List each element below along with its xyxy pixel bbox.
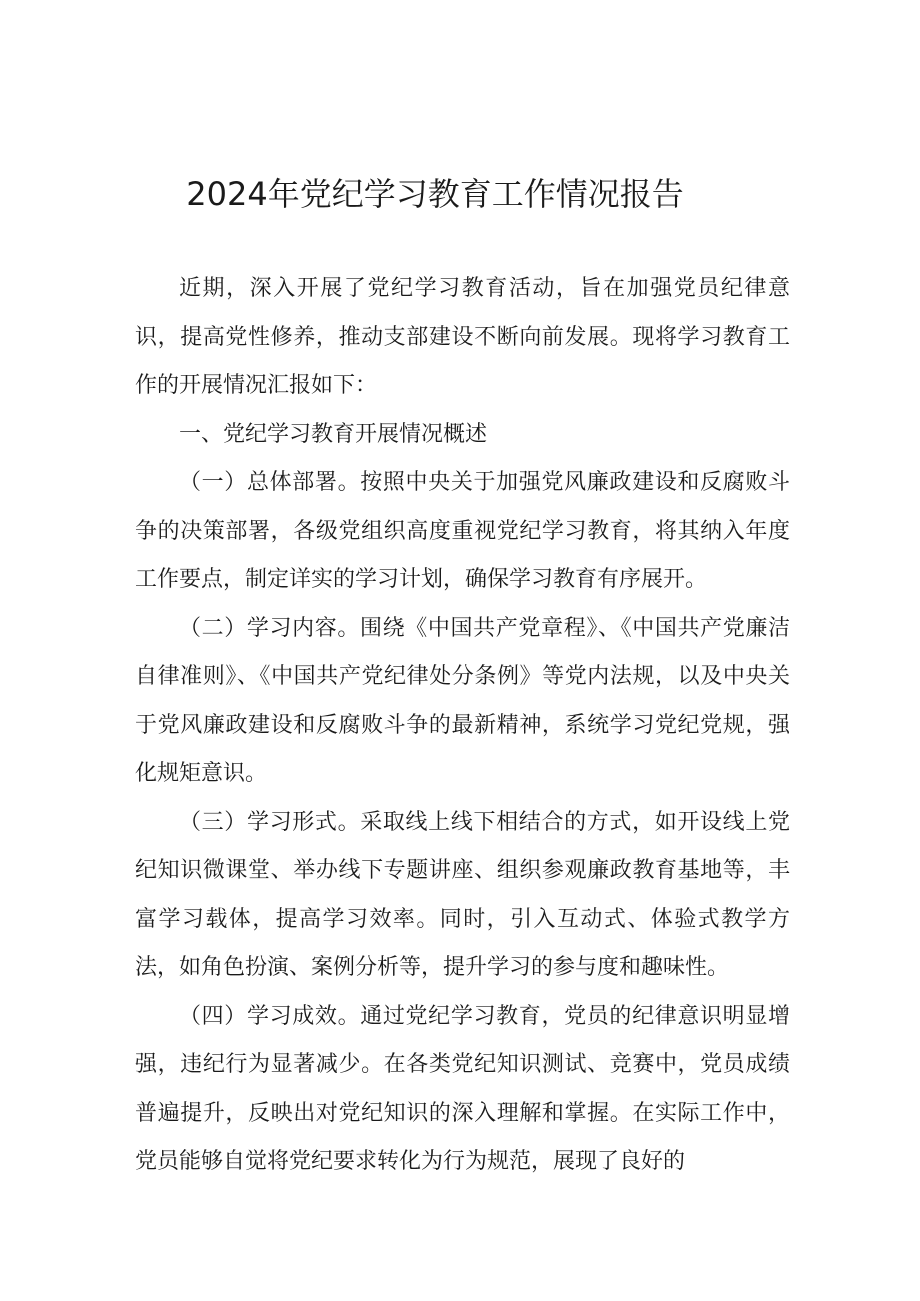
paragraph-overall-deployment: （一）总体部署。按照中央关于加强党风廉政建设和反腐败斗争的决策部署，各级党组织高度重视党纪学习教育，将其纳入年度工作要点，制定详实的学习计划，确保学习教育有序展开。 bbox=[135, 470, 790, 592]
paragraph-study-format: （三）学习形式。采取线上线下相结合的方式，如开设线上党纪知识微课堂、举办线下专题讲座、组织参观廉政教育基地等，丰富学习载体，提高学习效率。同时，引入互动式、体验式教学方法，如角色扮演、案例分析等，提升学习的参与度和趣味性。 bbox=[135, 809, 790, 980]
document-body bbox=[135, 265, 790, 1187]
document-title: 2024年党纪学习教育工作情况报告 bbox=[186, 175, 684, 213]
section-heading: 一、党纪学习教育开展情况概述 bbox=[179, 421, 488, 447]
paragraph-study-results: （四）学习成效。通过党纪学习教育，党员的纪律意识明显增强，违纪行为显著减少。在各类党纪知识测试、竞赛中，党员成绩普遍提升，反映出对党纪知识的深入理解和掌握。在实际工作中，党员能够自觉将党纪要求转化为行为规范，展现了良好的 bbox=[135, 1003, 790, 1174]
paragraph-study-content: （二）学习内容。围绕《中国共产党章程》、《中国共产党廉洁自律准则》、《中国共产党纪律处分条例》等党内法规，以及中央关于党风廉政建设和反腐败斗争的最新精神，系统学习党纪党规，强化规矩意识。 bbox=[135, 615, 790, 786]
intro-paragraph: 近期，深入开展了党纪学习教育活动，旨在加强党员纪律意识，提高党性修养，推动支部建设不断向前发展。现将学习教育工作的开展情况汇报如下： bbox=[135, 276, 790, 398]
